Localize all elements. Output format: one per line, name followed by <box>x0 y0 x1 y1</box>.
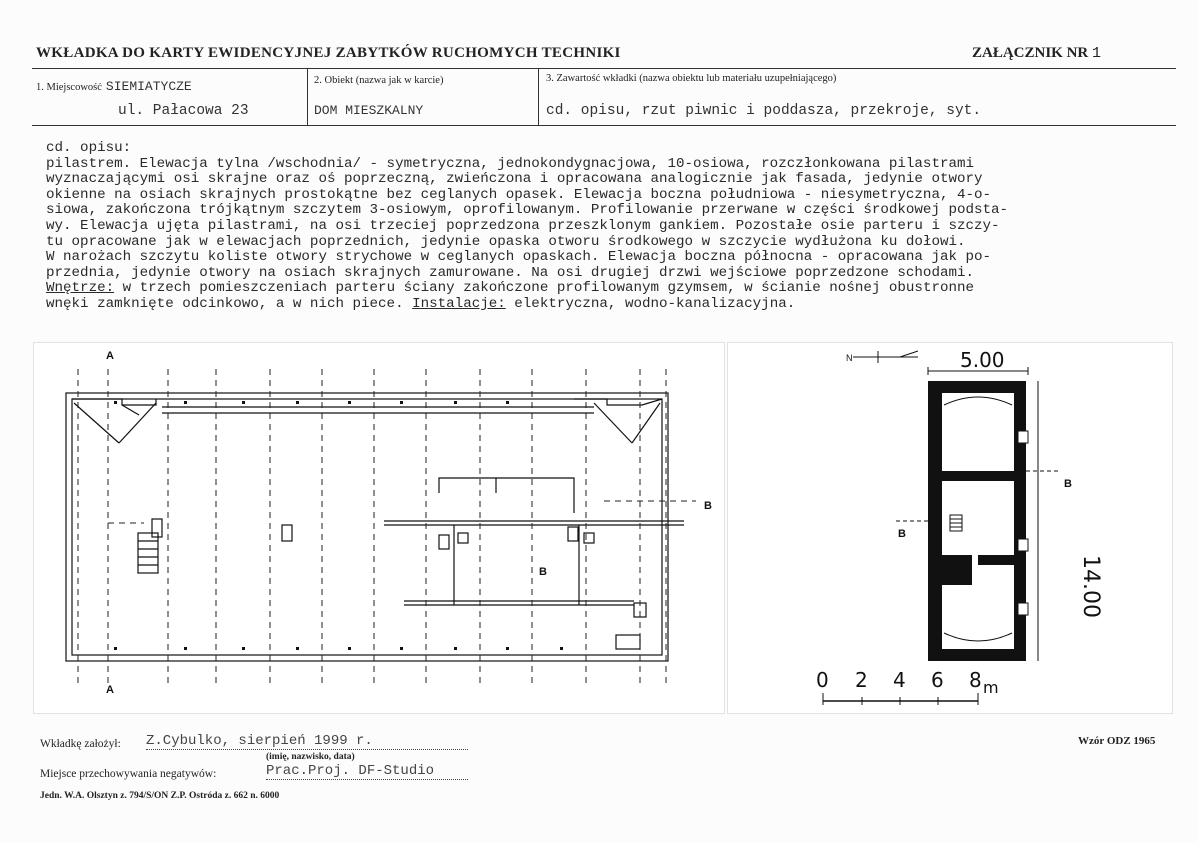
scale-label-4: 4 <box>893 668 906 692</box>
field-divider-2 <box>538 68 539 125</box>
field-contents-label: 3. Zawartość wkładki (nazwa obiektu lub materiału uzupełniającego) <box>546 73 837 84</box>
printer-info: Jedn. W.A. Olsztyn z. 794/S/ON Z.P. Ostróda z. 662 n. 6000 <box>40 791 280 801</box>
negatives-label: Miejsce przechowywania negatywów: <box>40 768 217 780</box>
desc-line-2: pilastrem. Elewacja tylna /wschodnia/ - symetryczna, jednokondygnacjowa, 10-osiowa, rozczłonkowana pilastrami <box>46 155 975 172</box>
desc-line-3: wyznaczającymi osi skrajne oraz oś poprzeczną, zwieńczona i opracowana analogicznie jak fasada, jedynie otwory <box>46 171 983 188</box>
field-object-value: DOM MIESZKALNY <box>314 103 424 118</box>
field-location-street: ul. Pałacowa 23 <box>118 103 249 119</box>
field-location-label: 1. Miejscowość <box>36 82 102 93</box>
field-object-label: 2. Obiekt (nazwa jak w karcie) <box>314 75 444 86</box>
author-hint: (imię, nazwisko, data) <box>266 752 355 762</box>
section-b-left-mark: B <box>898 528 906 540</box>
attachment-number: 1 <box>1092 45 1102 62</box>
scale-label-2: 2 <box>855 668 868 692</box>
desc-line-8: W narożach szczytu koliste otwory strychowe w ceglanych opaskach. Elewacja boczna północna - opracowana jak po- <box>46 249 992 266</box>
width-dimension: 5.00 <box>960 348 1005 372</box>
section-b-right-label: B <box>704 500 712 512</box>
desc-line-5: siowa, zakończona trójkątnym szczytem 3-osiowym, oprofilowanym. Profilowanie przerwane w części środkowej podsta- <box>46 202 1009 219</box>
description-text <box>46 141 1176 313</box>
scale-unit: m <box>983 678 999 697</box>
desc-line-10: w trzech pomieszczeniach parteru ściany zakończone profilowanym gzymsem, w ścianie nośnej obustronne <box>114 280 975 297</box>
floor-plan-svg <box>34 343 724 713</box>
desc-line-1: cd. opisu: <box>46 140 132 156</box>
floor-plan-drawing <box>33 342 725 714</box>
fields-rule <box>32 125 1176 126</box>
field-divider-1 <box>307 68 308 125</box>
scale-label-6: 6 <box>931 668 944 692</box>
author-label: Wkładkę założył: <box>40 738 121 750</box>
north-arrow-label: N <box>846 353 853 363</box>
desc-line-6: wy. Elewacja ujęta pilastrami, na osi trzeciej poprzedzona przeszklonym gankiem. Pozostałe osie parteru i szczy- <box>46 217 1000 234</box>
interior-heading: Wnętrze: <box>46 280 115 297</box>
attachment-label-text: ZAŁĄCZNIK NR <box>972 45 1089 61</box>
desc-line-4: okienne na osiach skrajnych prostokątne bez ceglanych opasek. Elewacja boczna południowa - niesymetryczna, 4-o- <box>46 186 992 203</box>
desc-line-7: tu opracowane jak w elewacjach poprzednich, jedynie opaska otworu środkowego w szczycie wydłużona ku dołowi. <box>46 233 966 250</box>
header-rule <box>32 68 1176 69</box>
attachment-label <box>972 45 1101 62</box>
desc-line-11b: elektryczna, wodno-kanalizacyjna. <box>505 295 796 312</box>
author-value: Z.Cybulko, sierpień 1999 r. <box>146 733 468 750</box>
desc-line-11a: wnęki zamknięte odcinkowo, a w nich piece. <box>46 295 413 312</box>
desc-line-9: przednia, jedynie otwory na osiach skrajnych zamurowane. Na osi drugiej drzwi wejściowe poprzedzone schodami. <box>46 264 975 281</box>
scale-label-8: 8 <box>969 668 982 692</box>
form-id: Wzór ODZ 1965 <box>1078 735 1156 747</box>
negatives-value: Prac.Proj. DF-Studio <box>266 763 468 780</box>
field-contents-value: cd. opisu, rzut piwnic i poddasza, przekroje, syt. <box>546 103 982 119</box>
section-a-top-label: A <box>106 350 114 362</box>
basement-plan-drawing <box>727 342 1173 714</box>
section-b-right-mark: B <box>1064 478 1072 490</box>
length-dimension: 14.00 <box>1078 555 1103 618</box>
scale-label-0: 0 <box>816 668 829 692</box>
section-b-center-label: B <box>539 566 547 578</box>
form-title: WKŁADKA DO KARTY EWIDENCYJNEJ ZABYTKÓW RUCHOMYCH TECHNIKI <box>36 45 621 61</box>
field-location-value: SIEMIATYCZE <box>105 79 192 94</box>
field-location <box>36 77 192 95</box>
installations-heading: Instalacje: <box>412 295 506 312</box>
section-a-bottom-label: A <box>106 684 114 696</box>
basement-plan-svg <box>728 343 1172 713</box>
